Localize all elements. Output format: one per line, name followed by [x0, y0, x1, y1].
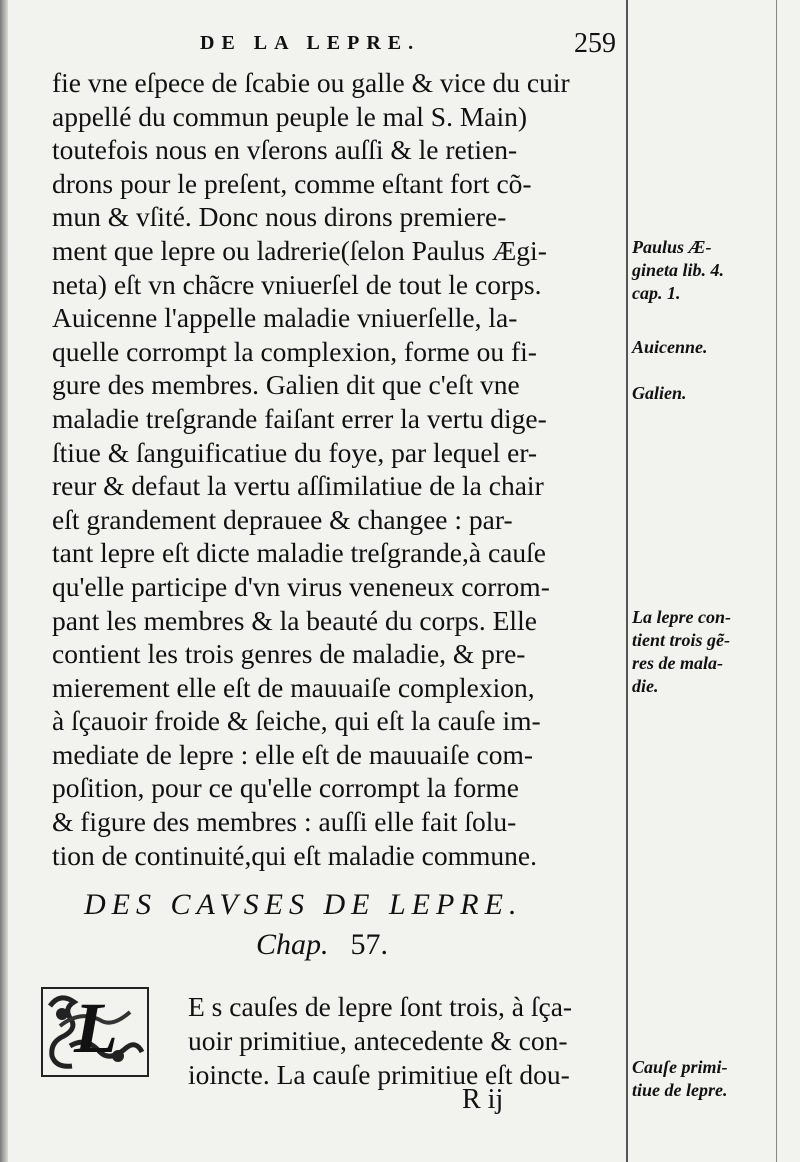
- text-line: Auicenne l'appelle maladie vniuerſelle, la-: [52, 302, 518, 334]
- text-line: fie vne eſpece de ſcabie ou galle & vice du cuir: [52, 67, 570, 98]
- chapter-label: Chap.: [256, 928, 329, 961]
- chapter-num: 57.: [350, 928, 389, 961]
- note-line: cap. 1.: [632, 283, 681, 303]
- note-line: tient trois gẽ-: [632, 630, 730, 650]
- chapter-title: DES CAVSES DE LEPRE.: [84, 888, 523, 921]
- margin-note-galien: [632, 382, 687, 405]
- text-line: ſtiue & ſanguificatiue du foye, par lequel er-: [52, 436, 538, 468]
- text-line: reur & defaut la vertu aſſimilatiue de la chair: [52, 470, 544, 502]
- text-line: poſition, pour ce qu'elle corrompt la forme: [52, 772, 519, 804]
- text-line: qu'elle participe d'vn virus veneneux corrom-: [52, 570, 550, 602]
- text-line: eſt grandement deprauee & changee : par-: [52, 503, 513, 535]
- signature-mark: R ij: [462, 1084, 504, 1115]
- running-title: DE LA LEPRE.: [200, 32, 421, 54]
- note-line: Paulus Æ-: [632, 237, 712, 257]
- text-line: mediate de lepre : elle eſt de mauuaiſe com-: [52, 738, 534, 770]
- text-line: mun & vſité. Donc nous dirons premiere-: [52, 201, 507, 233]
- margin-note-paulus: [632, 236, 724, 305]
- note-line: gineta lib. 4.: [632, 260, 725, 280]
- page-edge-shadow: [0, 0, 8, 1162]
- chapter-text: [52, 990, 624, 1092]
- chapter-number: [256, 928, 388, 962]
- text-line: tant lepre eſt dicte maladie treſgrande,à cauſe: [52, 537, 546, 569]
- note-line: tiue de lepre.: [632, 1080, 728, 1100]
- outer-rule: [776, 0, 777, 1162]
- text-line: gure des membres. Galien dit que c'eſt vne: [52, 369, 520, 401]
- text-line: neta) eſt vn chãcre vniuerſel de tout le corps.: [52, 268, 542, 300]
- text-line: uoir primitiue, antecedente & con-: [188, 1025, 568, 1056]
- initial-letter: L: [74, 988, 118, 1068]
- page-number: 259: [574, 28, 616, 59]
- note-line: Cauſe primi-: [632, 1057, 728, 1077]
- text-line: maladie treſgrande faiſant errer la vertu dige-: [52, 402, 547, 434]
- text-line: tion de continuité,qui eſt maladie commune.: [52, 839, 537, 871]
- note-line: res de mala-: [632, 653, 723, 673]
- text-line: ioincte. La cauſe primitiue eſt dou-: [188, 1059, 570, 1090]
- note-line: die.: [632, 676, 659, 696]
- margin-rule: [626, 0, 628, 1162]
- text-line: appellé du commun peuple le mal S. Main): [52, 100, 528, 132]
- margin-note-auicenne: [632, 336, 708, 359]
- margin-note-cause-primitive: [632, 1056, 728, 1102]
- note-line: Galien.: [632, 383, 687, 403]
- text-line: mierement elle eſt de mauuaiſe complexion,: [52, 671, 535, 703]
- note-line: La lepre con-: [632, 607, 731, 627]
- text-line: quelle corrompt la complexion, forme ou fi-: [52, 335, 537, 367]
- text-line: contient les trois genres de maladie, & pre-: [52, 638, 526, 670]
- text-line: E s cauſes de lepre ſont trois, à ſça-: [188, 991, 573, 1022]
- text-line: ment que lepre ou ladrerie(ſelon Paulus Ægi-: [52, 234, 547, 266]
- main-text: [52, 66, 624, 872]
- text-line: & figure des membres : auſſi elle fait ſolu-: [52, 806, 517, 838]
- margin-note-genres: [632, 606, 731, 698]
- text-line: à ſçauoir froide & ſeiche, qui eſt la cauſe im-: [52, 705, 541, 737]
- text-line: drons pour le preſent, comme eſtant fort cõ-: [52, 167, 532, 199]
- note-line: Auicenne.: [632, 337, 708, 357]
- text-line: toutefois nous en vſerons auſſi & le retien-: [52, 134, 518, 166]
- text-line: pant les membres & la beauté du corps. Elle: [52, 604, 537, 636]
